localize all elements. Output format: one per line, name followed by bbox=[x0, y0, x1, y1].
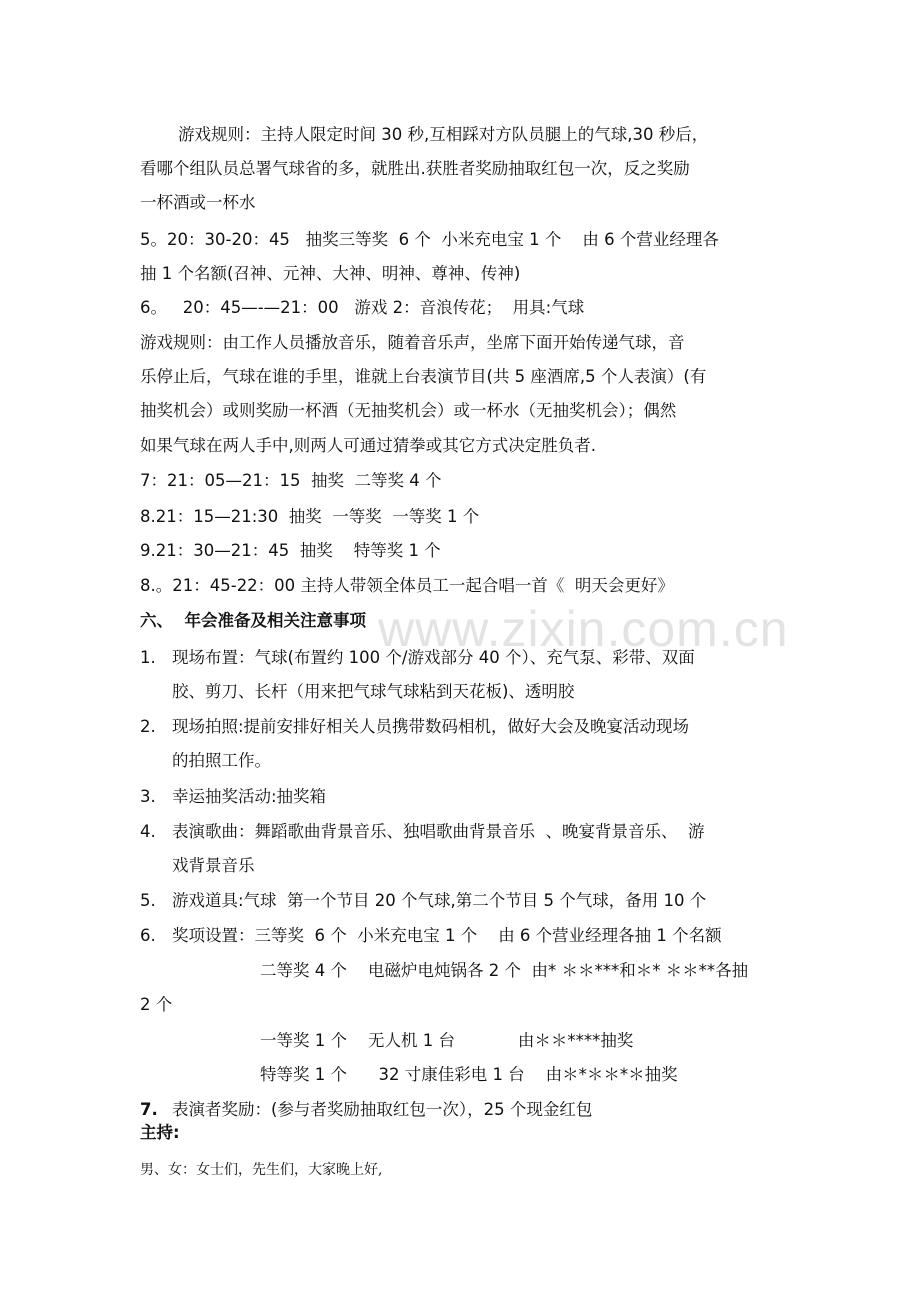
game1-rules-line-1: 游戏规则：主持人限定时间 30 秒,互相踩对方队员腿上的气球,30 秒后， bbox=[178, 125, 709, 144]
list-item-line: 胶、剪刀、长杆（用来把气球气球粘到天花板)、透明胶 bbox=[172, 682, 575, 701]
schedule-item-9: 9.21：30—21：45 抽奖 特等奖 1 个 bbox=[140, 541, 441, 560]
section-six-heading: 六、 年会准备及相关注意事项 bbox=[140, 611, 366, 630]
schedule-item-8: 8.21：15—21:30 抽奖 一等奖 一等奖 1 个 bbox=[140, 507, 480, 526]
game2-rules-line-2: 乐停止后，气球在谁的手里，谁就上台表演节目(共 5 座酒席,5 个人表演）(有 bbox=[140, 367, 707, 386]
list-number: 5. bbox=[140, 891, 156, 910]
prize-second-line: 二等奖 4 个 电磁炉电炖锅各 2 个 由* ＊＊***和＊* ＊＊**各抽 bbox=[260, 961, 749, 980]
game1-rules-line-3: 一杯酒或一杯水 bbox=[140, 193, 256, 212]
schedule-item-5-line-2: 抽 1 个名额(召神、元神、大神、明神、尊神、传神) bbox=[140, 264, 521, 283]
list-number: 1. bbox=[140, 648, 156, 667]
list-item-line: 现场布置：气球(布置约 100 个/游戏部分 40 个）、充气泵、彩带、双面 bbox=[172, 648, 695, 667]
performer-reward-line: 表演者奖励：(参与者奖励抽取红包一次），25 个现金红包 bbox=[172, 1100, 593, 1119]
game2-rules-line-4: 如果气球在两人手中,则两人可通过猜拳或其它方式决定胜负者. bbox=[140, 436, 596, 455]
host-greeting: 男、女：女士们，先生们，大家晚上好, bbox=[140, 1162, 383, 1178]
watermark: www.zixin.com.cn bbox=[378, 601, 789, 657]
schedule-item-7: 7：21：05—21：15 抽奖 二等奖 4 个 bbox=[140, 471, 442, 490]
game1-rules-line-2: 看哪个组队员总署气球省的多，就胜出.获胜者奖励抽取红包一次，反之奖励 bbox=[140, 159, 690, 178]
list-number: 3. bbox=[140, 787, 156, 806]
list-number: 4. bbox=[140, 822, 156, 841]
schedule-item-6: 6。 20：45—-—21：00 游戏 2：音浪传花； 用具:气球 bbox=[140, 298, 585, 317]
prize-special-line: 特等奖 1 个 32 寸康佳彩电 1 台 由＊*＊＊*＊抽奖 bbox=[260, 1065, 678, 1084]
list-item-line: 奖项设置：三等奖 6 个 小米充电宝 1 个 由 6 个营业经理各抽 1 个名额 bbox=[172, 926, 722, 945]
list-item-line: 幸运抽奖活动:抽奖箱 bbox=[172, 787, 327, 806]
game2-rules-line-3: 抽奖机会）或则奖励一杯酒（无抽奖机会）或一杯水（无抽奖机会）；偶然 bbox=[140, 401, 677, 420]
list-item-line: 现场拍照:提前安排好相关人员携带数码相机，做好大会及晚宴活动现场 bbox=[172, 717, 690, 736]
schedule-item-5-line-1: 5。20：30-20：45 抽奖三等奖 6 个 小米充电宝 1 个 由 6 个营业经理各 bbox=[140, 230, 719, 249]
list-number: 2. bbox=[140, 717, 156, 736]
game2-rules-line-1: 游戏规则：由工作人员播放音乐，随着音乐声，坐席下面开始传递气球，音 bbox=[140, 333, 685, 352]
list-item-line: 戏背景音乐 bbox=[172, 856, 255, 875]
list-item-line: 表演歌曲：舞蹈歌曲背景音乐、独唱歌曲背景音乐 、晚宴背景音乐、 游 bbox=[172, 822, 705, 841]
list-item-line: 的拍照工作。 bbox=[172, 751, 271, 770]
schedule-item-8b: 8.。21：45-22：00 主持人带领全体员工一起合唱一首《 明天会更好》 bbox=[140, 576, 674, 595]
prize-first-line: 一等奖 1 个 无人机 1 台 由＊＊****抽奖 bbox=[260, 1031, 634, 1050]
list-number: 6. bbox=[140, 926, 156, 945]
list-item-line: 游戏道具:气球 第一个节目 20 个气球,第二个节目 5 个气球，备用 10 个 bbox=[172, 891, 707, 910]
list-number: 7. bbox=[140, 1100, 158, 1119]
host-heading: 主持: bbox=[140, 1123, 180, 1142]
prize-second-continuation: 2 个 bbox=[140, 995, 173, 1014]
